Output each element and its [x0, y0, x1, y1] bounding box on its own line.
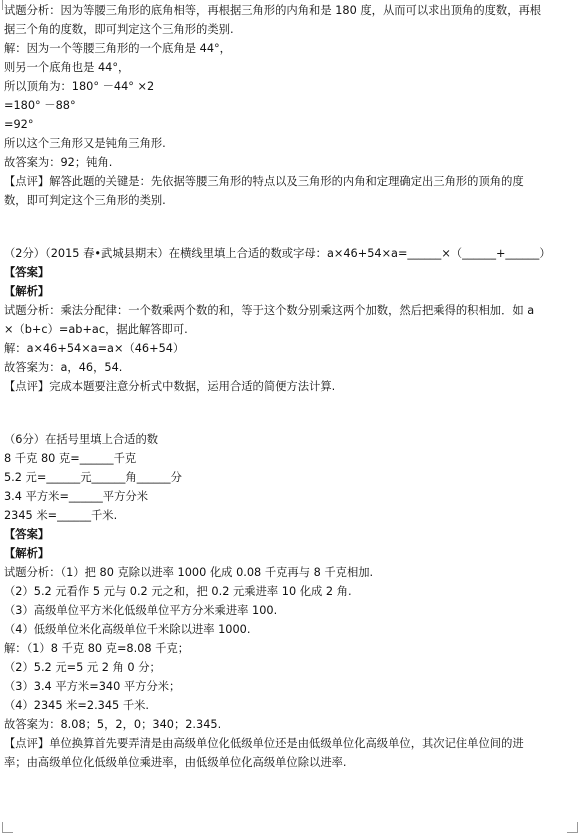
question-line: （6分）在括号里填上合适的数 [4, 433, 159, 446]
solution-line: 则另一个底角也是 44°， [4, 61, 130, 74]
analysis-line: （3）高级单位平方米化低级单位平方分米乘进率 100. [4, 604, 278, 617]
analysis-line: 据三个角的度数，即可判定这个三角形的类别. [4, 23, 234, 36]
solution-line: 所以这个三角形又是钝角三角形. [4, 137, 166, 150]
question-line: （2分）（2015 春•武城县期末）在横线里填上合适的数或字母：a×46+54×a=______×（______+______） [4, 247, 551, 260]
solution-line: （4）2345 米=2.345 千米. [4, 699, 150, 712]
comment-line: 【点评】解答此题的关键是：先依据等腰三角形的特点以及三角形的内角和定理确定出三角形的顶角的度 [4, 175, 524, 188]
analysis-line: 试题分析：（1）把 80 克除以进率 1000 化成 0.08 千克再与 8 千克相加. [4, 566, 374, 579]
comment-line: 数，即可判定这个三角形的类别. [4, 194, 166, 207]
answer-heading: 【答案】 [4, 528, 50, 541]
solution-line: 所以顶角为：180° －44° ×2 [4, 80, 155, 93]
analysis-line: （2）5.2 元看作 5 元与 0.2 元之和，把 0.2 元乘进率 10 化成 2 角. [4, 585, 352, 598]
analysis-line: （4）低级单位米化高级单位千米除以进率 1000. [4, 623, 251, 636]
solution-line: 解：a×46+54×a=a×（46+54） [4, 342, 185, 355]
answer-line: 故答案为：92；钝角. [4, 156, 113, 169]
solution-line: 解：因为一个等腰三角形的一个底角是 44°， [4, 42, 231, 55]
question-item: 2345 米=______千米. [4, 509, 118, 522]
answer-line: 故答案为：8.08；5，2，0；340；2.345. [4, 718, 222, 731]
question-item: 8 千克 80 克=______千克 [4, 452, 137, 465]
page-corner-mark [2, 822, 13, 833]
analysis-heading: 【解析】 [4, 547, 50, 560]
analysis-line: 试题分析：乘法分配律：一个数乘两个数的和，等于这个数分别乘这两个加数，然后把乘得的积相加．如 a [4, 304, 535, 317]
solution-line: =180° －88° [4, 99, 76, 112]
question-item: 3.4 平方米=______平方分米 [4, 490, 148, 503]
solution-line: =92° [4, 118, 34, 131]
comment-line: 【点评】单位换算首先要弄清是由高级单位化低级单位还是由低级单位化高级单位，其次记住单位间的进 [4, 737, 524, 750]
comment-line: 【点评】完成本题要注意分析式中数据，运用合适的简便方法计算. [4, 380, 336, 393]
analysis-line: ×（b+c）=ab+ac，据此解答即可. [4, 323, 188, 336]
analysis-line: 试题分析：因为等腰三角形的底角相等，再根据三角形的内角和是 180 度，从而可以求出顶角的度数，再根 [4, 4, 542, 17]
comment-line: 率；由高级单位化低级单位乘进率，由低级单位化高级单位除以进率. [4, 756, 347, 769]
answer-heading: 【答案】 [4, 266, 50, 279]
solution-line: 解：（1）8 千克 80 克=8.08 千克； [4, 642, 190, 655]
page-corner-mark [567, 822, 578, 833]
question-item: 5.2 元=______元______角______分 [4, 471, 182, 484]
solution-line: （3）3.4 平方米=340 平方分米； [4, 680, 181, 693]
solution-line: （2）5.2 元=5 元 2 角 0 分； [4, 661, 161, 674]
analysis-heading: 【解析】 [4, 285, 50, 298]
answer-line: 故答案为：a，46，54. [4, 361, 123, 374]
